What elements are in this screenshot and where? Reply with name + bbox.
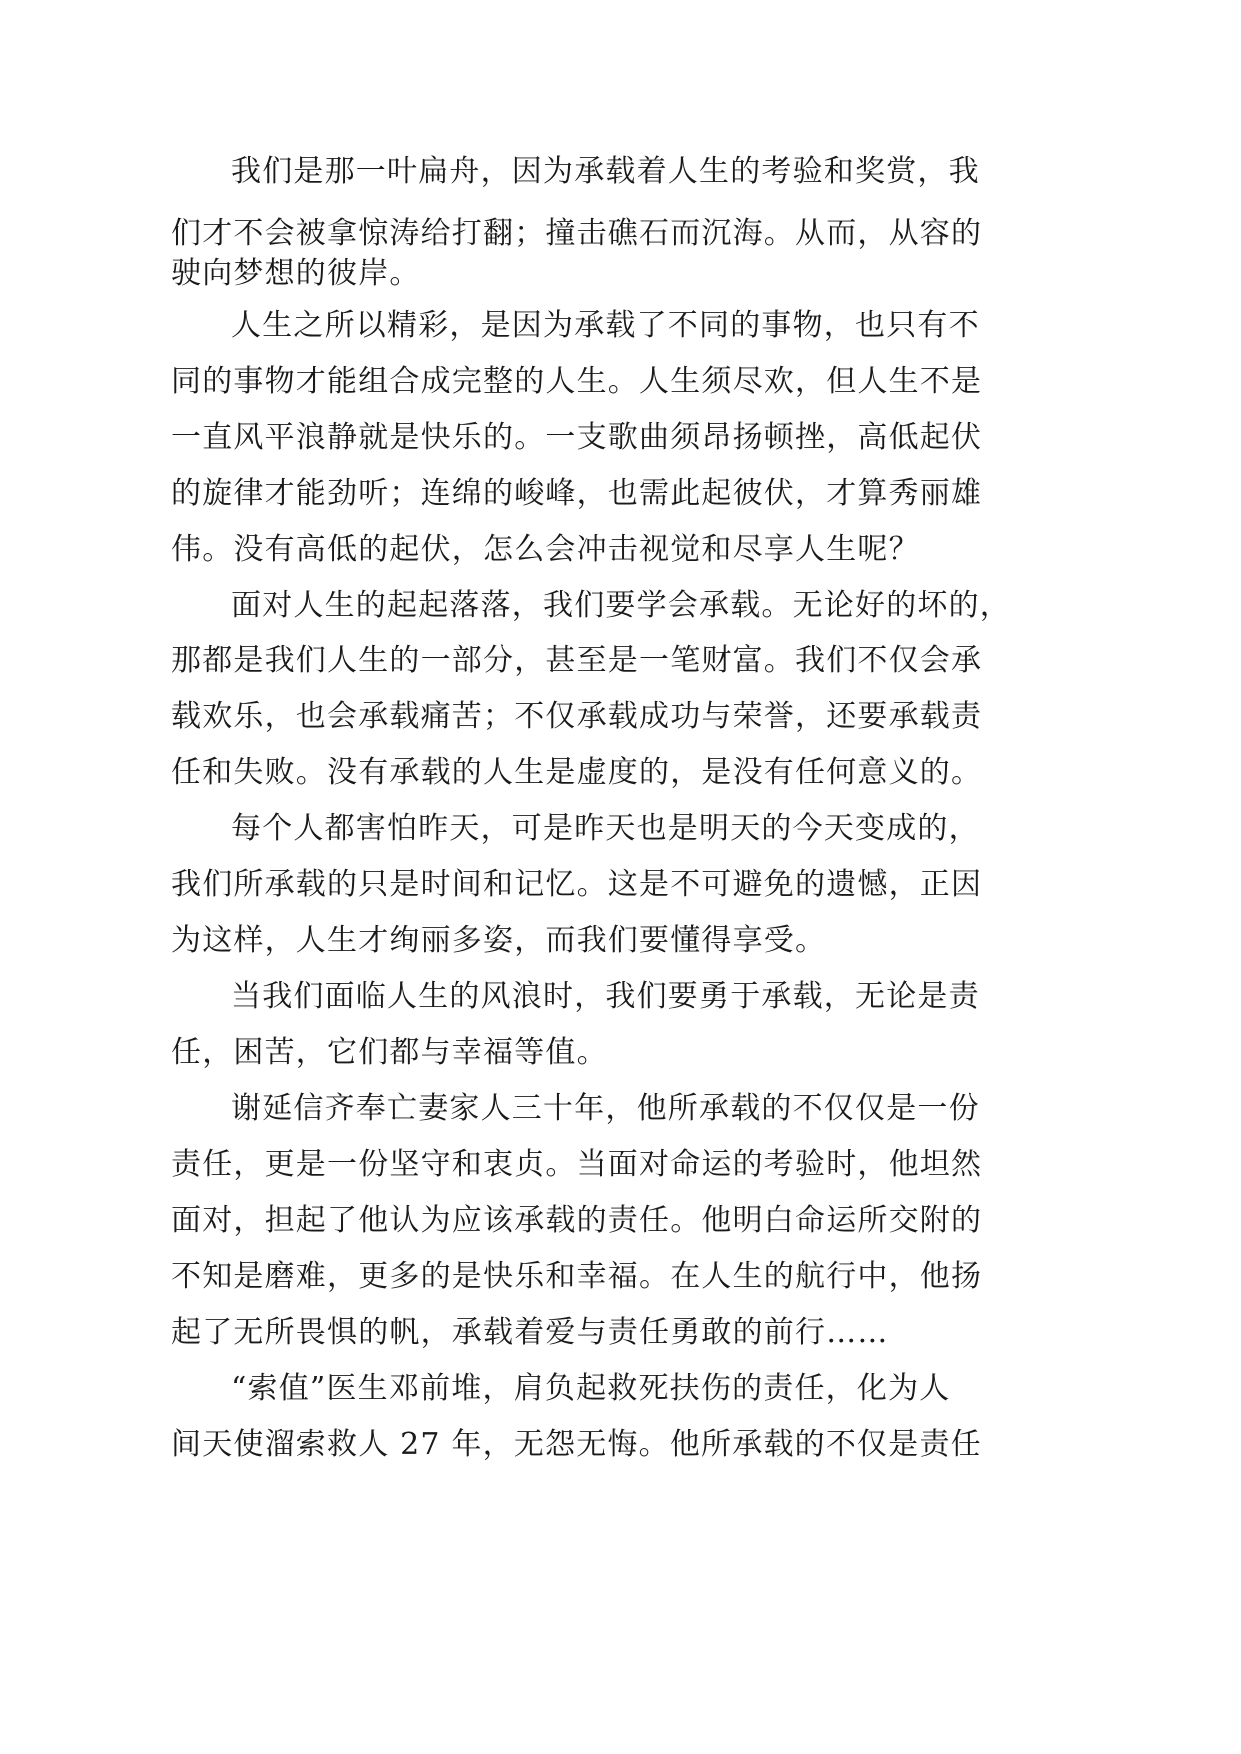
text-line: 任，困苦，它们都与幸福等值。 xyxy=(171,1035,608,1070)
text-line: 我们是那一叶扁舟，因为承载着人生的考验和奖赏，我 xyxy=(231,154,980,189)
text-line: 一直风平浪静就是快乐的。一支歌曲须昂扬顿挫，高低起伏 xyxy=(171,420,983,455)
text-line: 任和失败。没有承载的人生是虚度的，是没有任何意义的。 xyxy=(171,755,983,790)
text-line: 那都是我们人生的一部分，甚至是一笔财富。我们不仅会承 xyxy=(171,643,983,678)
text-line: 间天使溜索救人 27 年，无怨无悔。他所承载的不仅是责任 xyxy=(171,1427,982,1462)
text-line: 面对人生的起起落落，我们要学会承载。无论好的坏的， xyxy=(231,588,1011,623)
text-line: 谢延信齐奉亡妻家人三十年，他所承载的不仅仅是一份 xyxy=(231,1091,980,1126)
text-line: 每个人都害怕昨天，可是昨天也是明天的今天变成的， xyxy=(231,811,980,846)
text-line: 我们所承载的只是时间和记忆。这是不可避免的遗憾，正因 xyxy=(171,867,983,902)
text-line: 的旋律才能劲听；连绵的峻峰，也需此起彼伏，才算秀丽雄 xyxy=(171,476,983,511)
text-line: 责任，更是一份坚守和衷贞。当面对命运的考验时，他坦然 xyxy=(171,1147,983,1182)
text-line: 不知是磨难，更多的是快乐和幸福。在人生的航行中，他扬 xyxy=(171,1259,983,1294)
text-line: 起了无所畏惧的帆，承载着爱与责任勇敢的前行…… xyxy=(171,1315,889,1350)
text-line: 驶向梦想的彼岸。 xyxy=(171,256,421,291)
text-line: 人生之所以精彩，是因为承载了不同的事物，也只有不 xyxy=(231,308,980,343)
text-line: 当我们面临人生的风浪时，我们要勇于承载，无论是责 xyxy=(231,979,980,1014)
text-line: 为这样，人生才绚丽多姿，而我们要懂得享受。 xyxy=(171,923,827,958)
text-line: 同的事物才能组合成完整的人生。人生须尽欢，但人生不是 xyxy=(171,364,983,399)
text-line: 面对，担起了他认为应该承载的责任。他明白命运所交附的 xyxy=(171,1203,983,1238)
text-line: 伟。没有高低的起伏，怎么会冲击视觉和尽享人生呢？ xyxy=(171,532,920,567)
text-line: “索值”医生邓前堆，肩负起救死扶伤的责任，化为人 xyxy=(231,1371,951,1406)
text-line: 们才不会被拿惊涛给打翻；撞击礁石而沉海。从而，从容的 xyxy=(171,216,983,251)
text-line: 载欢乐，也会承载痛苦；不仅承载成功与荣誉，还要承载责 xyxy=(171,699,983,734)
